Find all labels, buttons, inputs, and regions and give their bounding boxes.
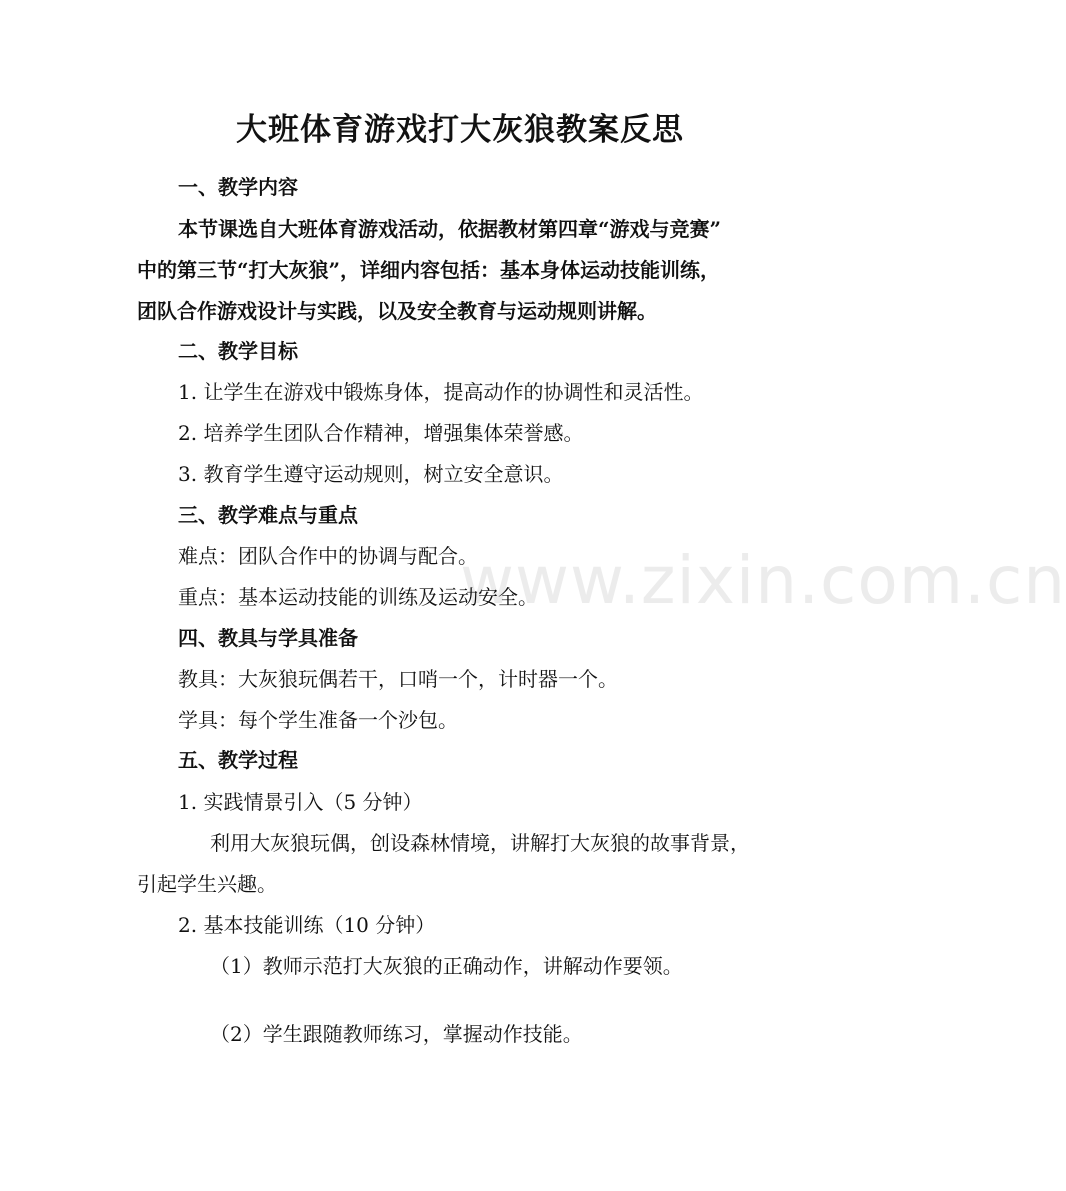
objective-item-2: 2. 培养学生团队合作精神，增强集体荣誉感。 <box>178 421 584 445</box>
document-title: 大班体育游戏打大灰狼教案反思 <box>236 112 684 148</box>
section-heading-process: 五、教学过程 <box>178 748 298 772</box>
section-heading-content: 一、教学内容 <box>178 175 298 199</box>
section-heading-difficulties: 三、教学难点与重点 <box>178 503 358 527</box>
section-heading-materials: 四、教具与学具准备 <box>178 626 358 650</box>
student-tools-text: 学具：每个学生准备一个沙包。 <box>178 708 458 732</box>
process-step-1-para-line-1: 利用大灰狼玩偶，创设森林情境，讲解打大灰狼的故事背景， <box>210 831 750 855</box>
content-paragraph-line-3: 团队合作游戏设计与实践，以及安全教育与运动规则讲解。 <box>137 299 657 323</box>
content-paragraph-line-1: 本节课选自大班体育游戏活动，依据教材第四章“游戏与竞赛” <box>178 217 722 241</box>
process-step-2-title: 2. 基本技能训练（10 分钟） <box>178 913 436 937</box>
teacher-tools-text: 教具：大灰狼玩偶若干，口哨一个，计时器一个。 <box>178 667 618 691</box>
objective-item-1: 1. 让学生在游戏中锻炼身体，提高动作的协调性和灵活性。 <box>178 380 704 404</box>
section-heading-objectives: 二、教学目标 <box>178 339 298 363</box>
difficulty-text: 难点：团队合作中的协调与配合。 <box>178 544 478 568</box>
objective-item-3: 3. 教育学生遵守运动规则，树立安全意识。 <box>178 462 564 486</box>
key-point-text: 重点：基本运动技能的训练及运动安全。 <box>178 585 538 609</box>
process-step-2-sub-2: （2）学生跟随教师练习，掌握动作技能。 <box>210 1022 583 1046</box>
process-step-2-sub-1: （1）教师示范打大灰狼的正确动作，讲解动作要领。 <box>210 954 683 978</box>
content-paragraph-line-2: 中的第三节“打大灰狼”，详细内容包括：基本身体运动技能训练， <box>137 258 721 282</box>
process-step-1-para-line-2: 引起学生兴趣。 <box>137 872 277 896</box>
watermark: www.zixin.com.cn <box>460 542 1066 619</box>
process-step-1-title: 1. 实践情景引入（5 分钟） <box>178 790 423 814</box>
